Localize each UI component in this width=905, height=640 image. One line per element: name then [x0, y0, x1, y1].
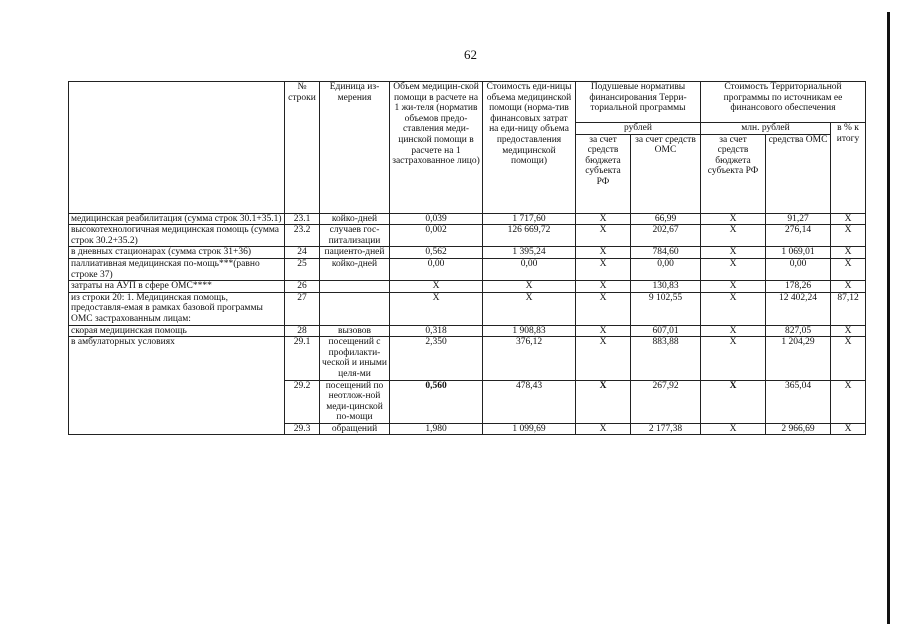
row-mln-oms: 1 069,01	[766, 247, 831, 259]
financing-table	[68, 81, 866, 435]
row-mln-budget: X	[701, 380, 766, 423]
header-unit: Единица из-мерения	[320, 82, 390, 214]
row-mln-budget: X	[701, 247, 766, 259]
row-mln-budget: X	[701, 325, 766, 337]
row-per-capita-budget: X	[576, 325, 631, 337]
row-per-capita-oms: 66,99	[631, 213, 701, 225]
row-label: медицинская реабилитация (сумма строк 30.1+35.1)	[69, 213, 285, 225]
row-volume: 1,980	[390, 423, 483, 435]
row-mln-budget: X	[701, 213, 766, 225]
row-mln-budget: X	[701, 292, 766, 325]
row-volume: 0,560	[390, 380, 483, 423]
row-volume: X	[390, 281, 483, 293]
row-per-capita-budget: X	[576, 423, 631, 435]
row-per-capita-oms: 2 177,38	[631, 423, 701, 435]
row-volume: 0,002	[390, 225, 483, 247]
row-mln-budget: X	[701, 281, 766, 293]
row-per-capita-budget: X	[576, 281, 631, 293]
row-volume: 0,00	[390, 258, 483, 280]
row-unit	[320, 292, 390, 325]
table-row	[69, 292, 866, 325]
header-label-cell	[69, 82, 285, 214]
row-num: 29.1	[285, 337, 320, 380]
row-pct: X	[831, 258, 866, 280]
row-unit: обращений	[320, 423, 390, 435]
row-volume: 0,562	[390, 247, 483, 259]
row-mln-oms: 0,00	[766, 258, 831, 280]
table-row	[69, 281, 866, 293]
row-num: 27	[285, 292, 320, 325]
row-mln-oms: 365,04	[766, 380, 831, 423]
table-row	[69, 325, 866, 337]
row-per-capita-budget: X	[576, 337, 631, 380]
row-mln-oms: 276,14	[766, 225, 831, 247]
header-oms-src: за счет средств ОМС	[631, 134, 701, 213]
row-pct: X	[831, 213, 866, 225]
row-unit: койко-дней	[320, 213, 390, 225]
row-unit: случаев гос-питализации	[320, 225, 390, 247]
table-row	[69, 213, 866, 225]
row-unit: пациенто-дней	[320, 247, 390, 259]
row-per-capita-budget: X	[576, 380, 631, 423]
header-mln-rubles: млн. рублей	[701, 123, 831, 135]
row-per-capita-budget: X	[576, 225, 631, 247]
row-num: 26	[285, 281, 320, 293]
row-per-capita-budget: X	[576, 292, 631, 325]
row-cost: 1 395,24	[483, 247, 576, 259]
row-label: паллиативная медицинская по-мощь***(равно строке 37)	[69, 258, 285, 280]
row-cost: 1 717,60	[483, 213, 576, 225]
row-per-capita-oms: 883,88	[631, 337, 701, 380]
row-unit: посещений с профилакти-ческой и иными целя-ми	[320, 337, 390, 380]
row-pct: X	[831, 247, 866, 259]
row-pct: X	[831, 325, 866, 337]
row-label: в амбулаторных условиях	[69, 337, 285, 435]
header-per-capita: Подушевые нормативы финансирования Терри-ториальной программы	[576, 82, 701, 123]
row-pct: X	[831, 337, 866, 380]
table-row	[69, 247, 866, 259]
table-row	[69, 258, 866, 280]
row-volume: 0,039	[390, 213, 483, 225]
row-cost: X	[483, 292, 576, 325]
margin-rule	[887, 12, 890, 624]
row-num: 25	[285, 258, 320, 280]
row-mln-oms: 1 204,29	[766, 337, 831, 380]
header-cost: Стоимость еди-ницы объема медицинской помощи (норма-тив финансовых затрат на еди-ницу объема предоставления медицинской помощи)	[483, 82, 576, 214]
row-unit: вызовов	[320, 325, 390, 337]
header-program-cost: Стоимость Территориальной программы по источникам ее финансового обеспечения	[701, 82, 866, 123]
row-mln-oms: 827,05	[766, 325, 831, 337]
row-unit	[320, 281, 390, 293]
row-volume: X	[390, 292, 483, 325]
row-per-capita-oms: 0,00	[631, 258, 701, 280]
row-num: 23.1	[285, 213, 320, 225]
row-num: 29.2	[285, 380, 320, 423]
row-cost: 1 099,69	[483, 423, 576, 435]
row-mln-budget: X	[701, 423, 766, 435]
row-cost: 376,12	[483, 337, 576, 380]
row-label: из строки 20: 1. Медицинская помощь, предоставля-емая в рамках базовой программы ОМС застрахованным лицам:	[69, 292, 285, 325]
row-mln-budget: X	[701, 258, 766, 280]
header-budget-src: за счет средств бюджета субъекта РФ	[576, 134, 631, 213]
row-cost: X	[483, 281, 576, 293]
row-num: 29.3	[285, 423, 320, 435]
row-mln-budget: X	[701, 225, 766, 247]
row-mln-budget: X	[701, 337, 766, 380]
table-row	[69, 337, 866, 380]
header-volume: Объем медицин-ской помощи в расчете на 1 жи-теля (норматив объемов предо-ставления меди-цинской помощи в расчете на 1 застрахованное лицо)	[390, 82, 483, 214]
row-pct: X	[831, 423, 866, 435]
row-mln-oms: 91,27	[766, 213, 831, 225]
row-per-capita-budget: X	[576, 258, 631, 280]
row-num: 28	[285, 325, 320, 337]
row-per-capita-budget: X	[576, 247, 631, 259]
row-per-capita-oms: 784,60	[631, 247, 701, 259]
row-unit: посещений по неотлож-ной меди-цинской по-мощи	[320, 380, 390, 423]
row-volume: 0,318	[390, 325, 483, 337]
row-unit: койко-дней	[320, 258, 390, 280]
row-pct: X	[831, 225, 866, 247]
row-pct: X	[831, 281, 866, 293]
row-per-capita-oms: 202,67	[631, 225, 701, 247]
row-per-capita-oms: 267,92	[631, 380, 701, 423]
header-oms-src-2: средства ОМС	[766, 134, 831, 213]
row-pct: X	[831, 380, 866, 423]
row-label: высокотехнологичная медицинская помощь (сумма строк 30.2+35.2)	[69, 225, 285, 247]
row-mln-oms: 12 402,24	[766, 292, 831, 325]
header-rubles: рублей	[576, 123, 701, 135]
row-cost: 126 669,72	[483, 225, 576, 247]
row-num: 24	[285, 247, 320, 259]
table-row	[69, 225, 866, 247]
row-volume: 2,350	[390, 337, 483, 380]
row-label: скорая медицинская помощь	[69, 325, 285, 337]
header-pct-total: в % к итогу	[831, 123, 866, 214]
header-num: № строки	[285, 82, 320, 214]
row-per-capita-budget: X	[576, 213, 631, 225]
row-per-capita-oms: 607,01	[631, 325, 701, 337]
row-num: 23.2	[285, 225, 320, 247]
row-cost: 1 908,83	[483, 325, 576, 337]
row-pct: 87,12	[831, 292, 866, 325]
row-mln-oms: 2 966,69	[766, 423, 831, 435]
row-mln-oms: 178,26	[766, 281, 831, 293]
header-budget-src-2: за счет средств бюджета субъекта РФ	[701, 134, 766, 213]
row-label: затраты на АУП в сфере ОМС****	[69, 281, 285, 293]
row-per-capita-oms: 130,83	[631, 281, 701, 293]
row-cost: 478,43	[483, 380, 576, 423]
row-label: в дневных стационарах (сумма строк 31+36)	[69, 247, 285, 259]
row-cost: 0,00	[483, 258, 576, 280]
row-per-capita-oms: 9 102,55	[631, 292, 701, 325]
page-number: 62	[464, 47, 477, 62]
